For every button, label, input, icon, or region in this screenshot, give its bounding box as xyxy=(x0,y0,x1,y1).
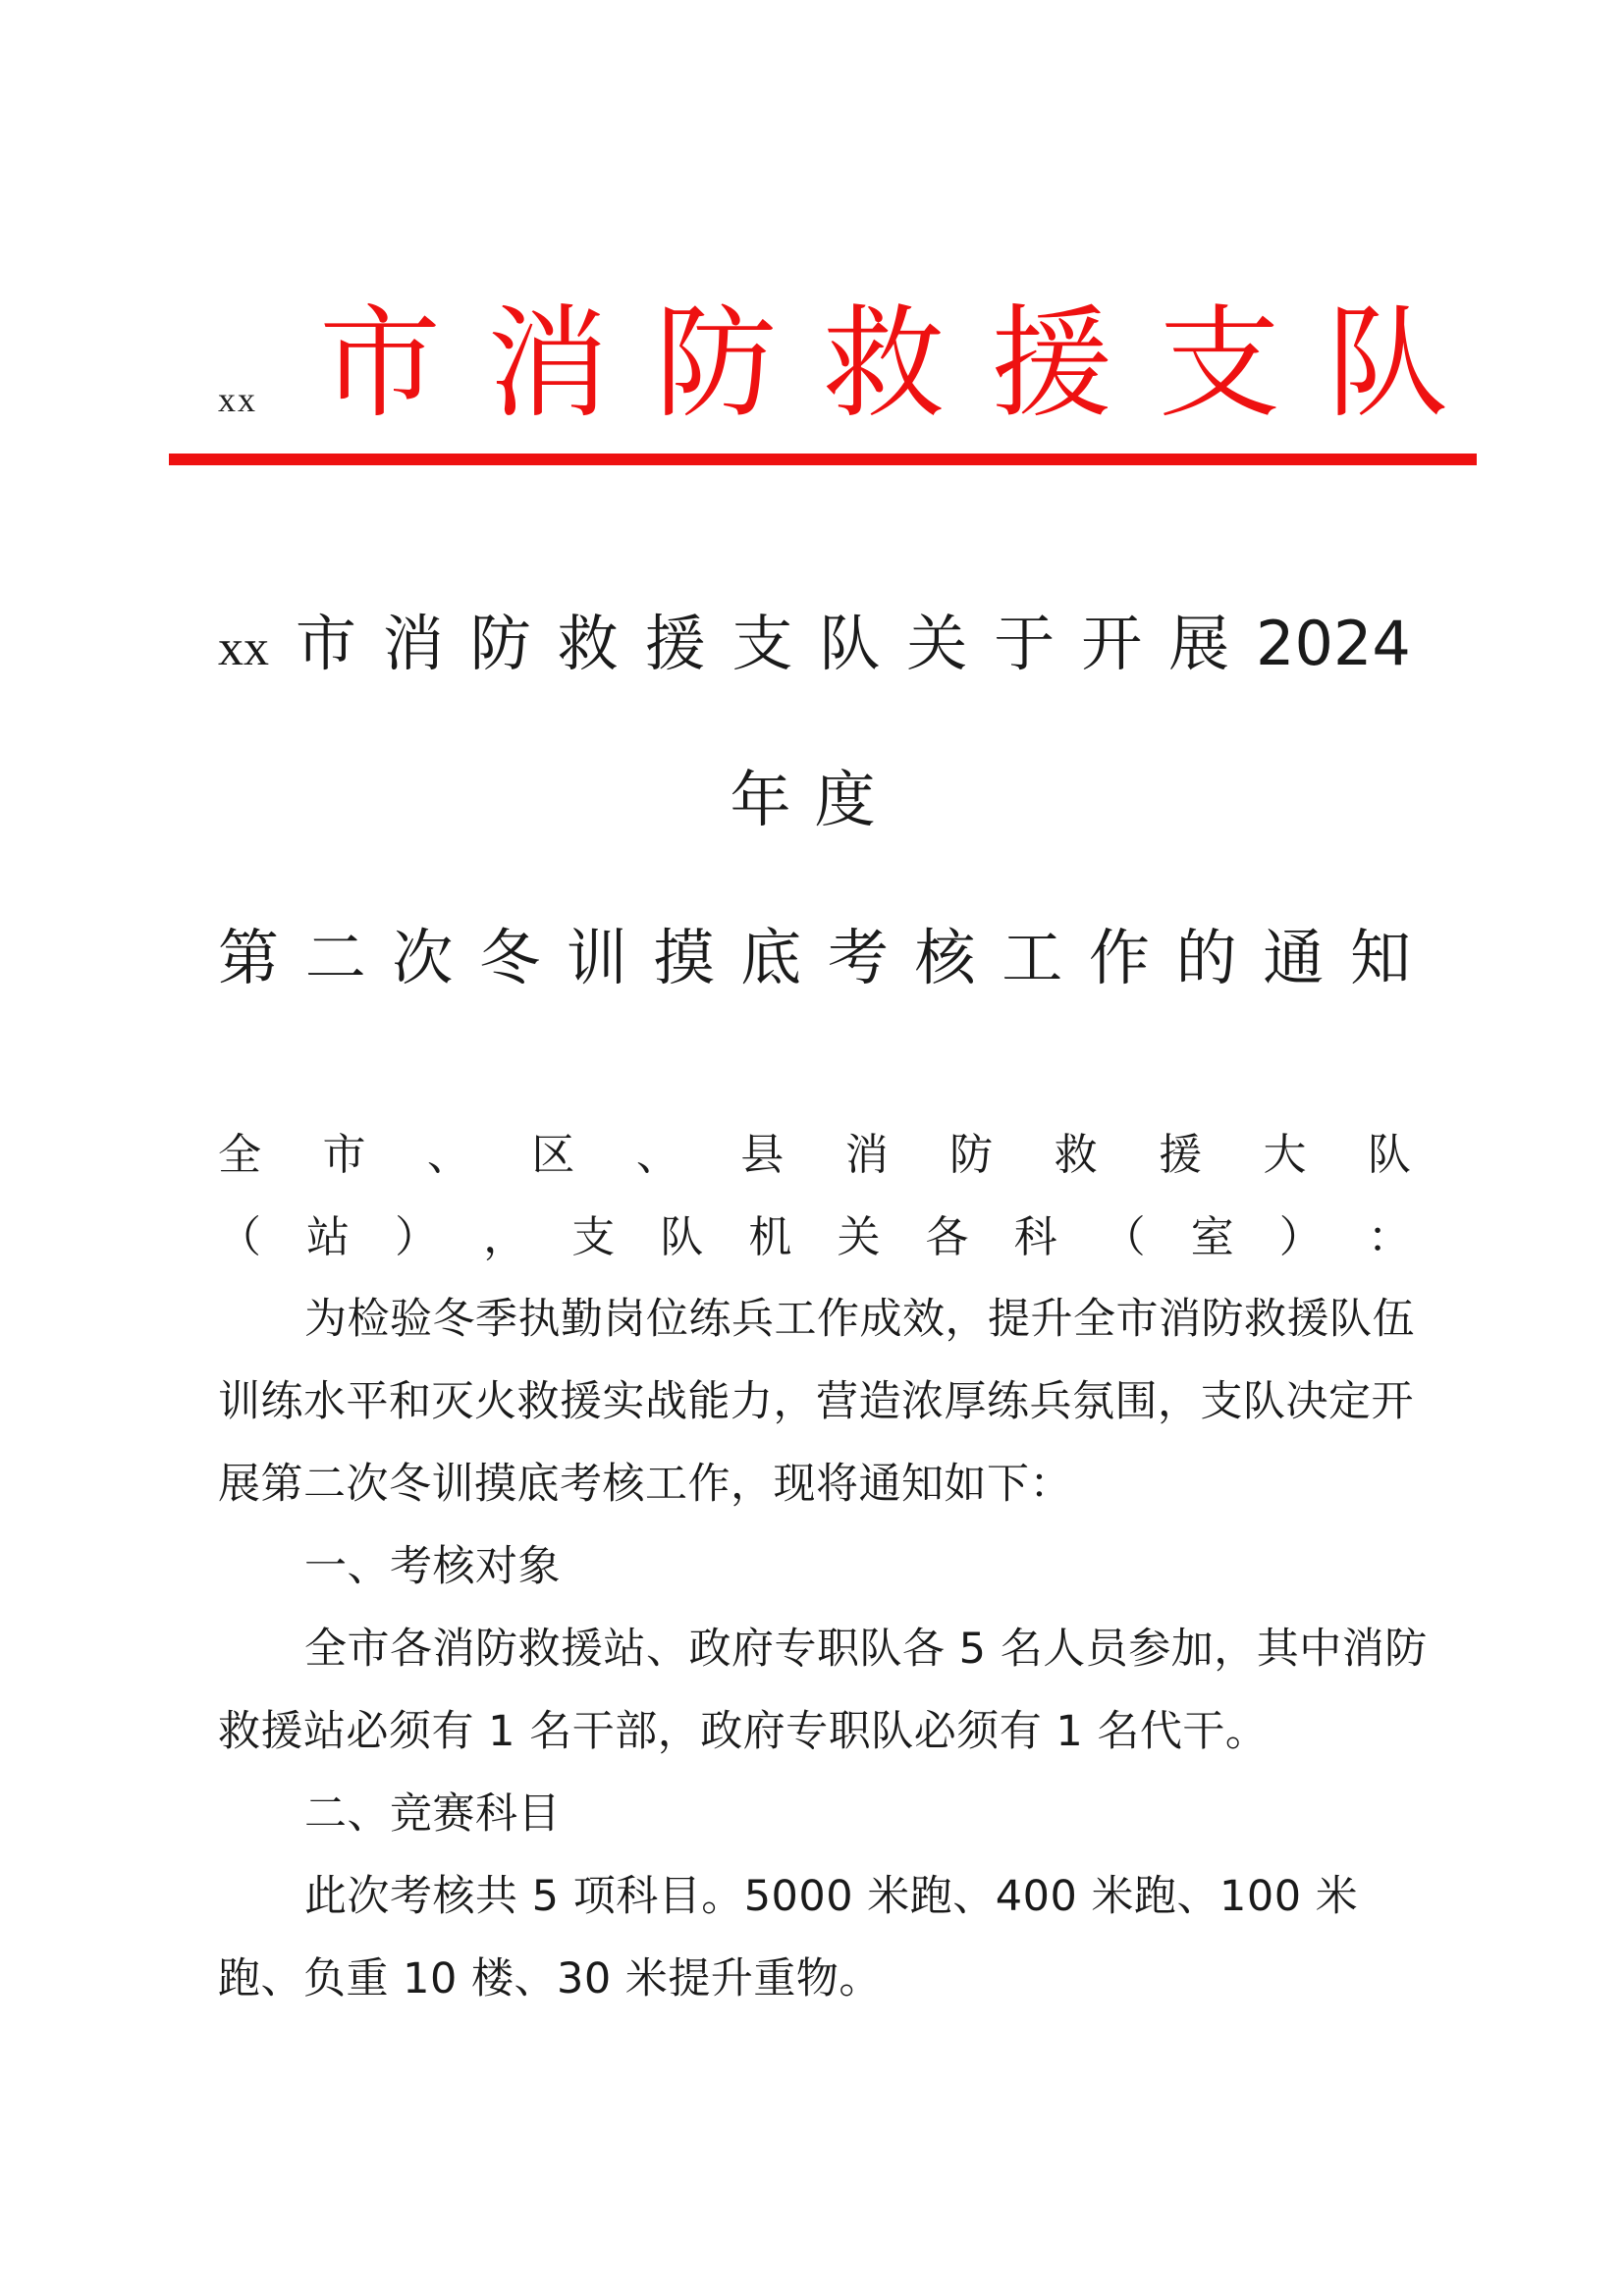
addressee-char: 队 xyxy=(1367,1130,1411,1180)
title-char: 训 xyxy=(566,922,627,993)
addressee-char: 关 xyxy=(837,1212,881,1262)
title-char: 作 xyxy=(1088,922,1150,993)
section-1-paragraph: 全市各消防救援站、政府专职队各 5 名人员参加，其中消防救援站必须有 1 名干部，政府专职队必须有 1 名代干。 xyxy=(218,1625,1428,1756)
section-1-heading: 一、考核对象 xyxy=(304,1542,561,1591)
addressee-char: 救 xyxy=(1054,1130,1098,1180)
section-2-paragraph: 此次考核共 5 项科目。5000 米跑、400 米跑、100 米跑、负重 10 楼、30 米提升重物。 xyxy=(218,1872,1359,2003)
addressee-char: 区 xyxy=(531,1130,575,1180)
addressee-char: （ xyxy=(1102,1212,1146,1262)
title-char: 援 xyxy=(644,608,706,679)
addressee-char: 援 xyxy=(1159,1130,1203,1180)
title-char: 开 xyxy=(1081,608,1143,679)
addressee-char: 室 xyxy=(1190,1212,1234,1262)
title-char: 第 xyxy=(218,922,280,993)
title-char: 核 xyxy=(914,922,976,993)
addressee-char: ， xyxy=(483,1212,527,1262)
title-char: 知 xyxy=(1349,922,1411,993)
addressee-line-2 xyxy=(218,1203,1411,1262)
addressee-char: 市 xyxy=(322,1130,366,1180)
title-year: 2024 xyxy=(1256,608,1411,679)
title-char: 工 xyxy=(1001,922,1063,993)
title-char: 市 xyxy=(295,608,356,679)
title-prefix: xx xyxy=(218,620,269,676)
addressee-char: （ xyxy=(218,1212,261,1262)
title-char: 消 xyxy=(382,608,444,679)
addressee-char: 科 xyxy=(1013,1212,1057,1262)
intro-paragraph: 为检验冬季执勤岗位练兵工作成效，提升全市消防救援队伍训练水平和灭火救援实战能力，营造浓厚练兵氛围，支队决定开展第二次冬训摸底考核工作，现将通知如下： xyxy=(218,1295,1415,1509)
title-char: 防 xyxy=(469,608,531,679)
addressee-char: 大 xyxy=(1263,1130,1307,1180)
letterhead-red-rule xyxy=(169,454,1477,465)
addressee-char: 站 xyxy=(306,1212,351,1262)
title-char: 二 xyxy=(304,922,366,993)
addressee-char: 全 xyxy=(218,1130,261,1180)
title-char: 支 xyxy=(731,608,793,679)
addressee-line-1 xyxy=(218,1121,1411,1180)
letterhead-title: 市消防救援支队 xyxy=(319,294,1495,435)
addressee-char: 、 xyxy=(426,1130,470,1180)
addressee-char: 消 xyxy=(844,1130,889,1180)
title-char: 底 xyxy=(740,922,802,993)
addressee-char: ： xyxy=(1367,1212,1411,1262)
addressee-char: 各 xyxy=(925,1212,969,1262)
title-char: 通 xyxy=(1263,922,1325,993)
title-char: 队 xyxy=(819,608,881,679)
addressee-char: 防 xyxy=(949,1130,994,1180)
letterhead-prefix: xx xyxy=(218,380,257,419)
title-char: 次 xyxy=(392,922,454,993)
title-char: 于 xyxy=(994,608,1056,679)
addressee-char: 机 xyxy=(748,1212,792,1262)
title-char: 考 xyxy=(827,922,889,993)
addressee-char: ） xyxy=(1278,1212,1323,1262)
document-title-line-2: 年度 xyxy=(730,764,899,835)
section-2-heading: 二、竞赛科目 xyxy=(304,1789,561,1839)
title-char: 救 xyxy=(557,608,619,679)
addressee-char: 、 xyxy=(635,1130,679,1180)
document-title-line-3 xyxy=(218,909,1411,996)
addressee-char: 队 xyxy=(660,1212,704,1262)
addressee-char: ） xyxy=(395,1212,439,1262)
title-char: 展 xyxy=(1168,608,1230,679)
addressee-char: 支 xyxy=(571,1212,616,1262)
title-char: 冬 xyxy=(479,922,541,993)
title-char: 摸 xyxy=(653,922,715,993)
title-char: 关 xyxy=(906,608,968,679)
addressee-char: 县 xyxy=(740,1130,785,1180)
title-char: 的 xyxy=(1175,922,1237,993)
document-title-line-1 xyxy=(218,595,1411,683)
